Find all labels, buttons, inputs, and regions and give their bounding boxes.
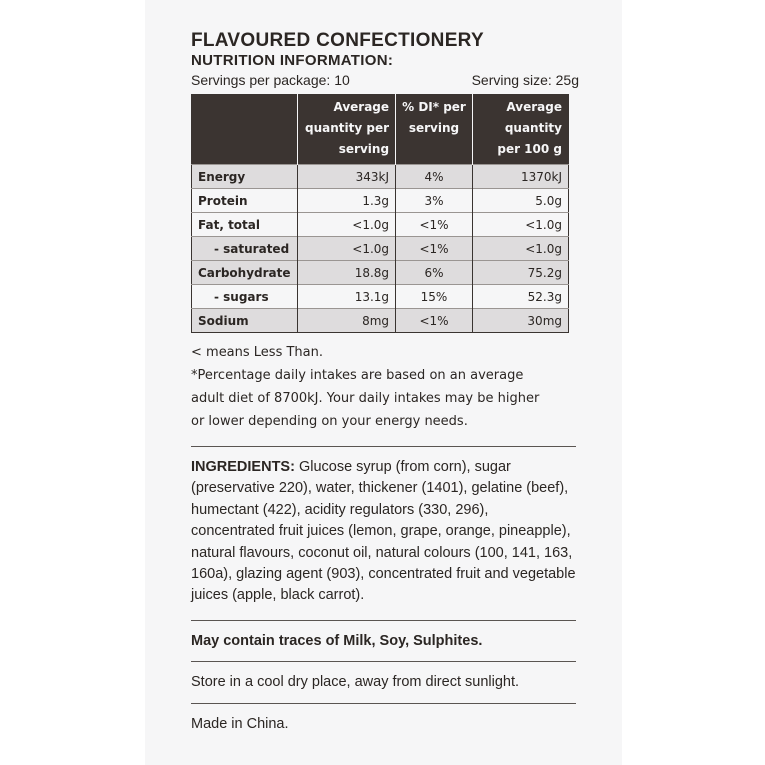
divider [191,446,576,447]
nutrition-table [191,94,569,333]
per-100g-value: 5.0g [472,189,568,213]
per-100g-value: <1.0g [472,213,568,237]
storage-instructions: Store in a cool dry place, away from direct sunlight. [191,673,520,690]
di-value: <1% [396,309,473,333]
per-serving-value: 18.8g [297,261,396,285]
di-value: <1% [396,237,473,261]
country-of-origin: Made in China. [191,715,289,732]
nutrition-heading: NUTRITION INFORMATION: [191,52,394,69]
per-100g-value: 52.3g [472,285,568,309]
di-value: 4% [396,165,473,189]
di-value: 15% [396,285,473,309]
per-serving-value: 1.3g [297,189,396,213]
table-row [192,213,569,237]
per-100g-value: 75.2g [472,261,568,285]
servings-per-package: Servings per package: 10 [191,72,350,88]
nutrient-name: Carbohydrate [192,261,298,285]
daily-intake-note: *Percentage daily intakes are based on an average adult diet of 8700kJ. Your daily intakes may be higher or lower depending on your energy needs. [191,368,540,429]
divider [191,620,576,621]
table-row [192,237,569,261]
product-title: FLAVOURED CONFECTIONERY [191,30,484,51]
table-row [192,285,569,309]
nutrient-name: - sugars [192,285,298,309]
per-100g-value: 1370kJ [472,165,568,189]
nutrient-name: Protein [192,189,298,213]
per-serving-value: <1.0g [297,213,396,237]
nutrient-name: Sodium [192,309,298,333]
table-header-row [192,95,569,165]
ingredients-block [191,457,576,607]
servings-line [191,70,591,90]
less-than-note: < means Less Than. [191,345,324,360]
divider [191,661,576,662]
header-blank [192,95,298,165]
di-value: 3% [396,189,473,213]
per-serving-value: 13.1g [297,285,396,309]
table-row [192,189,569,213]
ingredients-heading: INGREDIENTS: [191,459,295,475]
product-label [145,0,622,765]
table-row [192,261,569,285]
table-footnotes [191,341,551,433]
per-100g-value: <1.0g [472,237,568,261]
di-value: 6% [396,261,473,285]
per-100g-value: 30mg [472,309,568,333]
divider [191,703,576,704]
nutrient-name: Energy [192,165,298,189]
ingredients-text: Glucose syrup (from corn), sugar (preservative 220), water, thickener (1401), gelatine (beef), humectant (422), acidity regulators (330, 296), concentrated fruit juices (lemon, grape, orange, pineapple), natural flavours, coconut oil, natural colours (100, 141, 163, 160a), glazing agent (903), concentrated fruit and vegetable juices (apple, black carrot). [191,459,576,604]
label-content [191,30,591,734]
serving-size: Serving size: 25g [471,72,579,88]
di-value: <1% [396,213,473,237]
per-serving-value: 8mg [297,309,396,333]
table-row [192,165,569,189]
header-di: % DI* per serving [396,95,473,165]
per-serving-value: 343kJ [297,165,396,189]
header-per-serving: Average quantity per serving [297,95,396,165]
allergen-statement: May contain traces of Milk, Soy, Sulphites. [191,632,483,649]
nutrient-name: - saturated [192,237,298,261]
per-serving-value: <1.0g [297,237,396,261]
header-per-100g: Average quantity per 100 g [472,95,568,165]
nutrient-name: Fat, total [192,213,298,237]
table-row [192,309,569,333]
